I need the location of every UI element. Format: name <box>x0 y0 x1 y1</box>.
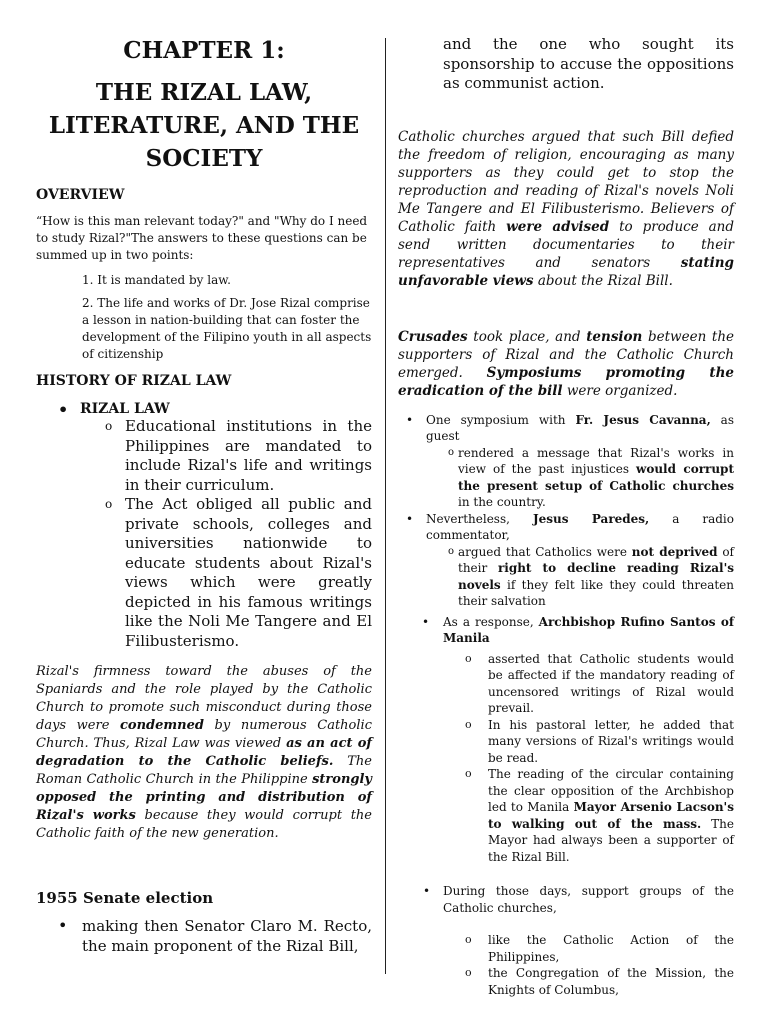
rizal-law-sublist <box>80 417 372 651</box>
point-item: 2. The life and works of Dr. Jose Rizal comprise a lesson in nation-building that can foster the development of the Filipino youth in all aspects of citizenship <box>82 296 372 361</box>
bold-run: tension <box>586 328 643 345</box>
bold-run: right to decline reading Rizal's novels <box>458 561 734 592</box>
text-run: a radio commentator, <box>426 511 734 542</box>
rizal-law-label: RIZAL LAW <box>80 401 170 417</box>
sub-list <box>443 651 734 866</box>
text-run: Catholic churches argued that such Bill defied the freedom of religion, encouraging as many supporters as they could get to stop the reproduction and reading of Rizal's novels Noli Me Tangere and El Filibusterismo. Believers of Catholic faith <box>398 128 734 235</box>
text-run: took place, and <box>467 328 587 345</box>
list-item <box>488 766 734 865</box>
bold-run: condemned <box>120 718 204 733</box>
text-run: Nevertheless, <box>426 511 533 526</box>
point-item: 1. It is mandated by law. <box>82 273 231 287</box>
text-run: The Roman Catholic Church in the Philippine <box>36 754 372 787</box>
bold-run: strongly opposed the printing and distribution of Rizal's works <box>36 772 372 823</box>
bold-run: Symposiums promoting the eradication of the bill <box>398 364 734 399</box>
list-item: o In his pastoral letter, he added that many versions of Rizal's writings would be read. <box>488 717 734 767</box>
text-run: by numerous Catholic Church. Thus, Rizal Law was viewed <box>36 718 372 751</box>
bold-run: stating unfavorable views <box>398 254 734 289</box>
rizal-law-list <box>36 401 372 651</box>
list-item: o Educational institutions in the Philippines are mandated to include Rizal's life and writings in their curriculum. <box>125 417 372 495</box>
column-divider <box>385 38 386 974</box>
rizal-firmness-paragraph <box>36 663 372 843</box>
list-item <box>458 544 734 610</box>
support-list <box>398 883 734 916</box>
bold-run: Mayor Arsenio Lacson's to walking out of the mass. <box>488 800 734 831</box>
support-sublist <box>398 932 734 998</box>
bold-run: as an act of degradation to the Catholic beliefs. <box>36 736 372 769</box>
bold-run: Fr. Jesus Cavanna, <box>575 412 711 427</box>
overview-heading: OVERVIEW <box>36 187 125 203</box>
text-run: if they felt like they could threaten their salvation <box>458 577 734 608</box>
bold-run: not deprived <box>631 544 718 559</box>
right-column <box>398 36 734 998</box>
text-run: about the Rizal Bill. <box>533 272 673 289</box>
bold-run: were advised <box>506 218 610 235</box>
text-run: between the supporters of Rizal and the Catholic Church emerged. <box>398 328 734 381</box>
list-item <box>443 883 734 916</box>
catholic-churches-paragraph <box>398 128 734 290</box>
bold-run: would corrupt the present setup of Catholic churches <box>458 462 734 493</box>
text-run: During those days, support groups of the Catholic churches, <box>443 884 734 915</box>
text-run: Rizal's firmness toward the abuses of the Spaniards and the role played by the Catholic Church to promote such misconduct during those days were <box>36 664 372 733</box>
chapter-title <box>36 76 372 175</box>
text-run: in the country. <box>458 495 546 509</box>
senate-list <box>36 917 372 956</box>
title-line: LITERATURE, AND THE <box>48 112 360 139</box>
list-item <box>426 412 734 511</box>
list-item <box>443 614 734 866</box>
senate-election-heading: 1955 Senate election <box>36 889 214 907</box>
list-item: o the Congregation of the Mission, the Knights of Columbus, <box>488 965 734 998</box>
text-run: were organized. <box>562 382 678 399</box>
bold-run: Crusades <box>398 328 468 345</box>
bold-run: Jesus Paredes, <box>532 511 650 526</box>
text-run: One symposium with <box>426 412 576 427</box>
text-run: as guest <box>426 412 734 443</box>
list-item: o The Act obliged all public and private schools, colleges and universities nationwide to educate students about Rizal's views which were greatly depicted in his famous writings like the Noli Me Tangere and El Filibusterismo. <box>125 495 372 651</box>
list-item <box>426 511 734 610</box>
text-run: because they would corrupt the Catholic faith of the new generation. <box>36 808 372 841</box>
text-run: The reading of the circular containing the clear opposition of the Archbishop led to Manila <box>488 767 734 814</box>
text-run: to produce and send written documentaries to their representatives and senators <box>398 218 734 271</box>
text-run: As a response, <box>443 614 539 629</box>
title-line: SOCIETY <box>145 145 263 172</box>
history-heading: HISTORY OF RIZAL LAW <box>36 373 232 389</box>
crusades-paragraph <box>398 328 734 400</box>
list-item <box>458 445 734 511</box>
sub-list <box>426 445 734 511</box>
points-list <box>36 272 372 363</box>
continuation-text: and the one who sought its sponsorship to accuse the oppositions as communist action. <box>443 35 734 92</box>
response-list <box>398 614 734 866</box>
left-column <box>36 36 372 956</box>
list-item: o like the Catholic Action of the Philippines, <box>488 932 734 965</box>
text-run: argued that Catholics were <box>458 544 632 559</box>
sub-list <box>426 544 734 610</box>
text-run: The Mayor had always been a supporter of the Rizal Bill. <box>488 816 734 864</box>
symposium-list <box>398 412 734 610</box>
title-line: THE RIZAL LAW, <box>95 79 313 106</box>
list-item: • making then Senator Claro M. Recto, the main proponent of the Rizal Bill, <box>82 917 372 956</box>
text-run: of their <box>458 544 734 575</box>
list-item: o asserted that Catholic students would be affected if the mandatory reading of uncensored writings of Rizal would prevail. <box>488 651 734 717</box>
bold-run: Archbishop Rufino Santos of Manila <box>443 614 734 645</box>
overview-text: “How is this man relevant today?" and "Why do I need to study Rizal?"The answers to these questions can be summed up in two points: <box>36 214 368 262</box>
text-run: rendered a message that Rizal's works in view of the past injustices <box>458 445 734 476</box>
chapter-label: CHAPTER 1: <box>123 37 285 64</box>
rizal-law-bullet <box>80 401 372 651</box>
